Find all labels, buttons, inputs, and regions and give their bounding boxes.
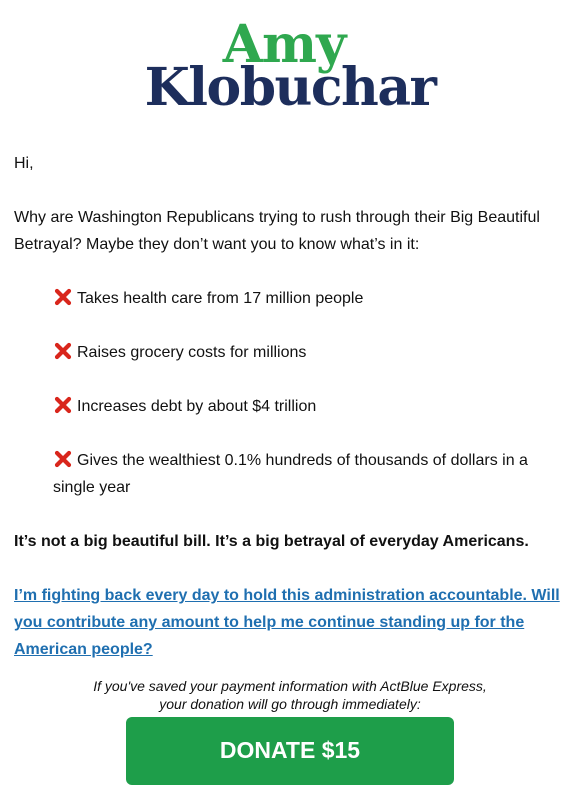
greeting: Hi, <box>14 155 34 172</box>
cross-mark-icon <box>53 341 73 361</box>
email-body <box>14 150 566 663</box>
list-item-text: Raises grocery costs for millions <box>77 344 307 361</box>
list-item <box>53 285 566 312</box>
list-item <box>53 393 566 420</box>
intro-paragraph: Why are Washington Republicans trying to rush through their Big Beautiful Betrayal? Maybe they don’t want you to know what’s in it: <box>14 209 540 253</box>
actblue-note <box>0 677 580 713</box>
actblue-note-line-1: If you've saved your payment information with ActBlue Express, <box>93 678 487 694</box>
list-item <box>53 339 566 366</box>
actblue-note-line-2: your donation will go through immediately: <box>159 696 421 712</box>
bold-statement: It’s not a big beautiful bill. It’s a big betrayal of everyday Americans. <box>14 533 529 550</box>
list-item-text: Increases debt by about $4 trillion <box>77 398 317 415</box>
list-item <box>53 447 566 501</box>
list-item-text: Gives the wealthiest 0.1% hundreds of thousands of dollars in a single year <box>53 452 528 496</box>
cross-mark-icon <box>53 287 73 307</box>
contribute-link[interactable]: I’m fighting back every day to hold this administration accountable. Will you contribute any amount to help me continue standing up for the American people? <box>14 587 560 658</box>
betrayal-list <box>14 285 566 501</box>
logo-last-name: Klobuchar <box>144 57 436 118</box>
list-item-text: Takes health care from 17 million people <box>77 290 364 307</box>
cross-mark-icon <box>53 395 73 415</box>
logo-first-name: Amy <box>222 14 346 75</box>
candidate-logo <box>0 14 580 118</box>
cross-mark-icon <box>53 449 73 469</box>
donate-button[interactable]: DONATE $15 <box>126 717 454 785</box>
